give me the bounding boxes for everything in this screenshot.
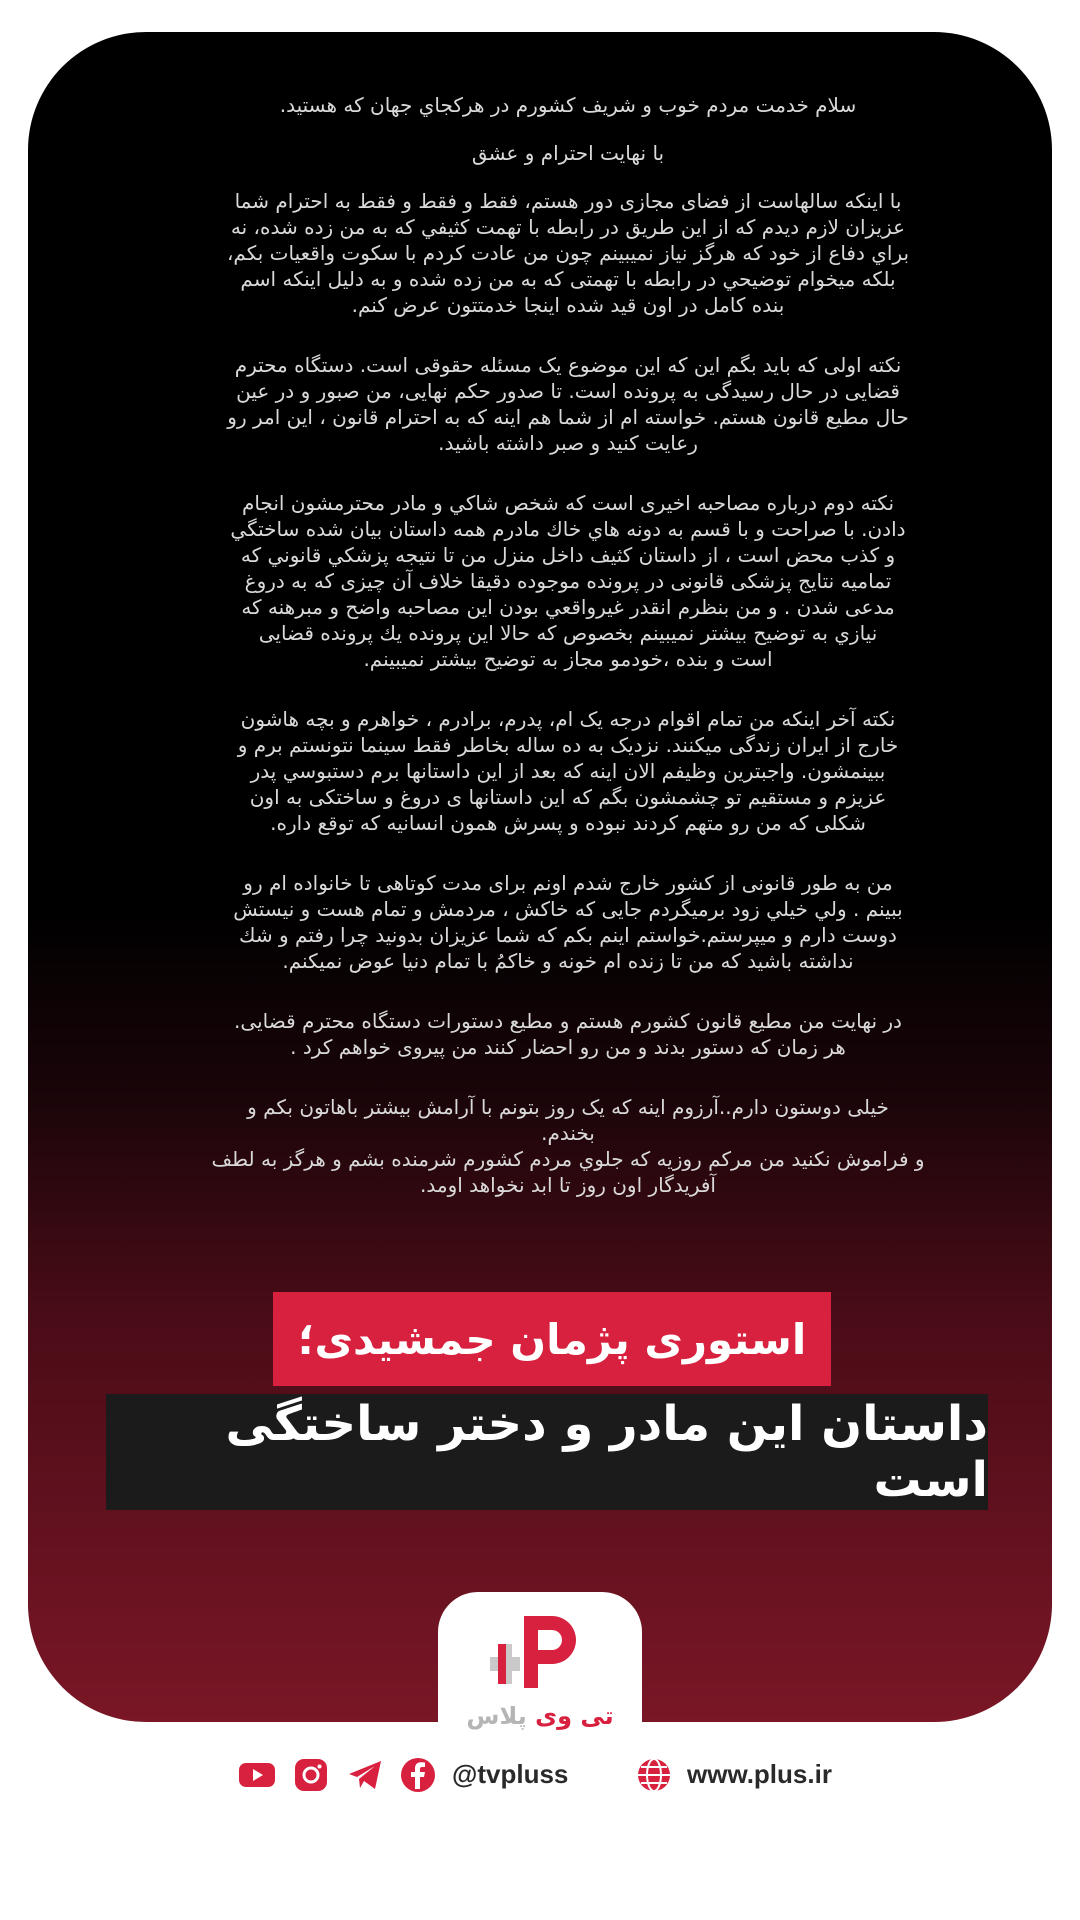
statement-paragraph: نکته دوم درباره مصاحبه اخیری است که شخص شاکي و مادر محترمشون انجام دادن. با صراحت و با قسم به دونه هاي خاك مادرم همه داستان بیان شده ساختگي و کذب محض است ، از داستان کثیف داخل منزل من تا نتیجه پزشکي قانوني که تمامیه نتایج پزشکی قانونی در پرونده موجوده دقیقا خلاف آن چیزی که به دروغ مدعی شدن . و من بنظرم انقدر غیرواقعي بودن این مصاحبه واضح و مبرهنه که نیازي به توضیح بیشتر نمیبینم بخصوص که حالا این پرونده یك پرونده قضایی است و بنده ،خودمو مجاز به توضیح بیشتر نمیبینم. [230, 491, 906, 671]
statement-text [148, 92, 988, 1232]
statement-paragraph: خیلی دوستون دارم..آرزوم اینه که یک روز بتونم با آرامش بیشتر باهاتون بکم و بخندم. و فراموش نکنید من مرکم روزیه که جلوي مردم کشورم شرمنده بشم و هرگز به لطف آفریدگار اون روز تا ابد نخواهد اومد. [211, 1095, 925, 1197]
social-handle[interactable]: @tvpluss [452, 1759, 569, 1789]
telegram-icon[interactable] [345, 1755, 385, 1795]
statement-salutation: با نهایت احترام و عشق [471, 141, 665, 165]
headline-title: داستان این مادر و دختر ساختگی است [106, 1394, 988, 1510]
statement-paragraph: من به طور قانونی از کشور خارج شدم اونم برای مدت کوتاهی تا خانواده ام رو ببینم . ولي خیلي زود برمیگردم جایی که خاکش ، مردمش و تمام هست و نیستش دوست دارم و میپرستم.خواستم اینم بکم که شما عزیزان بدونید چرا رفتم و شك نداشته باشید که من تا زنده ام خونه و خاکمُ با تمام دنیا عوض نمیکنم. [233, 871, 903, 973]
statement-paragraph: نکته اولی که باید بگم این که این موضوع یک مسئله حقوقی است. دستگاه محترم قضایی در حال رسیدگی به پرونده است. تا صدور حکم نهایی، من صبور و در عین حال مطیع قانون هستم. خواسته ام از شما هم اینه که به احترام قانون ، این امر رو رعایت کنید و صبر داشته باشید. [227, 353, 909, 455]
statement-paragraph: در نهایت من مطیع قانون کشورم هستم و مطیع دستورات دستگاه محترم قضایی. هر زمان که دستور بدند و من رو احضار کنند من پیروی خواهم کرد . [234, 1009, 902, 1059]
footer [0, 1755, 1080, 1805]
logo-wordmark-accent: تی وی [535, 1702, 614, 1730]
statement-paragraph: با اینکه سالهاست از فضای مجازی دور هستم، فقط و فقط و فقط به احترام شما عزیزان لازم دیدم که از این طریق در رابطه با تهمت کثیفي که به من زده شده، نه براي دفاع از خود که هرگز نیاز نمیبینم چون من عادت کردم با سکوت واقعیات بکم، بلکه میخوام توضیحي در رابطه با تهمتی که به من زده شده و به دلیل اینکه اسم بنده کامل در اون قید شده اینجا خدمتتون عرض کنم. [226, 189, 910, 317]
logo-wordmark-rest: پلاس [466, 1702, 527, 1730]
logo-wordmark [460, 1702, 620, 1730]
facebook-icon[interactable] [398, 1755, 438, 1795]
statement-paragraph: نکته آخر اینکه من تمام اقوام درجه یک ام، پدرم، برادرم ، خواهرم و بچه هاشون خارج از ایران زندگی میکنند. نزدیک به ده ساله بخاطر فقط سینما نتونستم برم و ببینمشون. واجبترین وظیفم الان اینه که بعد از این داستانها برم دستبوسي پدر عزیزم و مستقیم تو چشمشون بگم که این داستانها ی دروغ و ساختکی به اون شکلی که من رو متهم کردند نبوده و پسرش همون انسانیه که توقع داره. [237, 707, 899, 835]
headline-kicker: استوری پژمان جمشیدی؛ [273, 1292, 831, 1386]
globe-icon [634, 1755, 674, 1795]
statement-greeting: سلام خدمت مردم خوب و شریف کشورم در هرکجاي جهان که هستید. [279, 93, 857, 117]
tvplus-logo-icon [490, 1610, 590, 1694]
youtube-icon[interactable] [237, 1755, 277, 1795]
instagram-icon[interactable] [291, 1755, 331, 1795]
website-link[interactable]: www.plus.ir [687, 1759, 832, 1789]
